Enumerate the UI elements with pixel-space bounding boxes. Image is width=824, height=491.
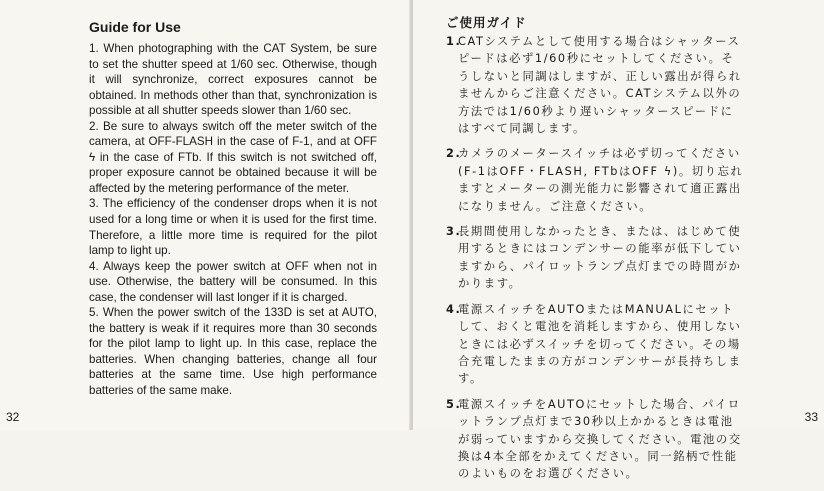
- item-number: 1.: [446, 35, 462, 48]
- item-number: 2.: [446, 147, 462, 161]
- item-text: 電源スイッチをAUTOまたはMANUALにセットして、おくと電池を消耗しますから、使用しないときには必ずスイッチを切ってください。その場合充電したままの方がコンデンサーが長持ちします。: [458, 302, 742, 386]
- japanese-item-5: [446, 396, 746, 483]
- english-instructions: [89, 41, 377, 399]
- page-number-right: 33: [804, 410, 818, 424]
- guide-title-japanese: ご使用ガイド: [446, 15, 527, 30]
- japanese-item-4: [446, 301, 746, 388]
- instruction-paragraph-5: 5. When the power switch of the 133D is set at AUTO, the battery is weak if it requires more than 30 seconds for the pilot lamp to light up. In this case, replace the batteries. When changing batteries, change all four batteries at the same time. Use high performance batteries of the same make.: [89, 306, 377, 398]
- item-number: 5.: [446, 397, 462, 411]
- item-number: 3.: [446, 225, 462, 239]
- item-number: 4.: [446, 302, 462, 316]
- japanese-item-3: [446, 223, 746, 293]
- instruction-paragraph-2: 2. Be sure to always switch off the meter switch of the camera, at OFF-FLASH in the case of F-1, and at OFF ϟ in the case of FTb. If this switch is not switched off, proper exposure cannot be obtained because it will be affected by the metering performance of the meter.: [89, 119, 377, 195]
- item-text: 長期間使用しなかったとき、または、はじめて使用するときにはコンデンサーの能率が低下していますから、パイロットランプ点灯までの時間がかかります。: [458, 225, 742, 291]
- left-page: [0, 0, 410, 430]
- japanese-item-1: [446, 33, 746, 137]
- instruction-paragraph-1: 1. When photographing with the CAT System, be sure to set the shutter speed at 1/60 sec. Otherwise, though it will synchronize, correct exposures cannot be obtained. In methods other than that, synchronization is possible at all shutter speeds slower than 1/60 sec.: [89, 42, 377, 118]
- item-text: 電源スイッチをAUTOにセットした場合、パイロットランプ点灯まで30秒以上かかるときは電池が弱っていますから交換してください。電池の交換は4本全部をかえてください。同一銘柄で性能のよいものをお選びください。: [458, 397, 742, 481]
- japanese-instructions: [446, 33, 746, 491]
- page-number-left: 32: [6, 410, 20, 424]
- item-text: CATシステムとして使用する場合はシャッタースピードは必ず1/60秒にセットしてください。そうしないと同調はしますが、正しい露出が得られませんからご注意ください。CATシステム以外の方法では1/60秒より遅いシャッタースピードにはすべて同調します。: [458, 35, 742, 136]
- instruction-paragraph-3: 3. The efficiency of the condenser drops when it is not used for a long time or when it is used for the first time. Therefore, a little more time is required for the pilot lamp to light up.: [89, 197, 377, 258]
- guide-title-english: Guide for Use: [89, 19, 181, 35]
- japanese-item-2: [446, 145, 746, 215]
- instruction-paragraph-4: 4. Always keep the power switch at OFF when not in use. Otherwise, the battery will be consumed. In this case, the condenser will last longer if it is charged.: [89, 259, 377, 304]
- item-text: カメラのメータースイッチは必ず切ってください(F-1はOFF・FLASH, FTbはOFF ϟ)。切り忘れますとメーターの測光能力に影響されて適正露出になりません。ご注意ください。: [458, 147, 744, 213]
